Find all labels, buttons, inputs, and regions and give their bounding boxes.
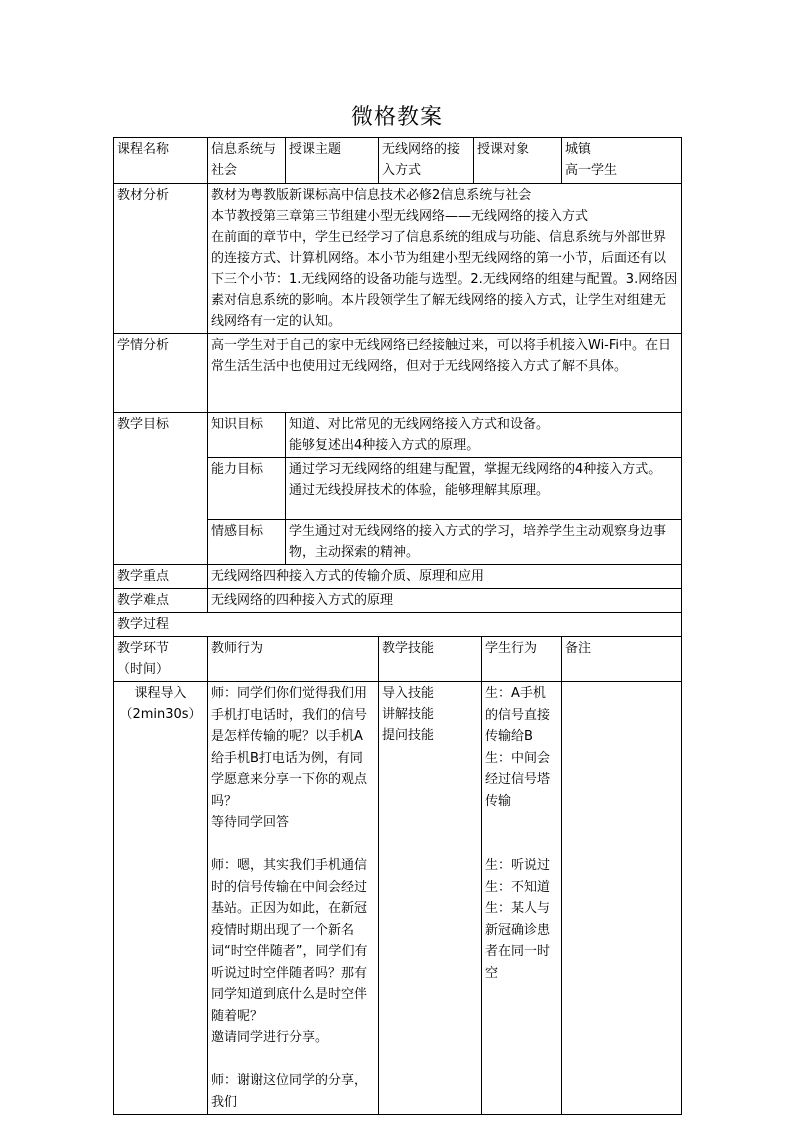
- student-cell: 生：A手机的信号直接传输给B 生：中间会经过信号塔传输 生：听说过 生：不知道 生：某人与新冠确诊患者在同一时空: [482, 682, 562, 1115]
- audience-grade: 高一学生: [565, 163, 618, 178]
- notes-cell: [562, 682, 682, 1115]
- material-row: [114, 184, 682, 334]
- process-title-row: [114, 613, 682, 637]
- material-label: 教材分析: [114, 184, 208, 334]
- goals-label: 教学目标: [114, 413, 208, 565]
- course-label: 课程名称: [114, 138, 208, 184]
- audience-label: 授课对象: [474, 138, 562, 184]
- header-notes: 备注: [562, 637, 682, 682]
- topic-label: 授课主题: [286, 138, 379, 184]
- key-points-label: 教学重点: [114, 565, 208, 589]
- topic-value: 无线网络的接入方式: [379, 138, 474, 184]
- audience-value: [562, 138, 682, 184]
- process-label: 教学过程: [114, 613, 682, 637]
- key-points-text: 无线网络四种接入方式的传输介质、原理和应用: [208, 565, 682, 589]
- ability-label: 能力目标: [208, 458, 286, 520]
- page-title: 微格教案: [350, 105, 443, 130]
- process-row: [114, 682, 682, 1115]
- learners-row: [114, 334, 682, 413]
- learners-label: 学情分析: [114, 334, 208, 413]
- ability-text: 通过学习无线网络的组建与配置，掌握无线网络的4种接入方式。 通过无线投屏技术的体验，能够理解其原理。: [286, 458, 682, 520]
- teacher-cell: 师：同学们你们觉得我们用手机打电话时，我们的信号是怎样传输的呢？以手机A给手机B打电话为例，有同学愿意来分享一下你的观点吗？ 等待同学回答 师：嗯，其实我们手机通信时的信号传输在中间会经过基站。正因为如此，在新冠疫情时期出现了一个新名词“时空伴随者”，同学们有听说过时空伴随者吗？那有同学知道到底什么是时空伴随着呢？ 邀请同学进行分享。 师：谢谢这位同学的分享，我们: [208, 682, 379, 1115]
- audience-place: 城镇: [565, 142, 592, 157]
- difficulties-label: 教学难点: [114, 589, 208, 613]
- difficulties-row: [114, 589, 682, 613]
- key-points-row: [114, 565, 682, 589]
- header-student: 学生行为: [482, 637, 562, 682]
- header-skills: 教学技能: [379, 637, 482, 682]
- emotion-label: 情感目标: [208, 520, 286, 565]
- skills-cell: 导入技能 讲解技能 提问技能: [379, 682, 482, 1115]
- emotion-text: 学生通过对无线网络的接入方式的学习，培养学生主动观察身边事物，主动探索的精神。: [286, 520, 682, 565]
- knowledge-label: 知识目标: [208, 413, 286, 458]
- goal-knowledge-row: [114, 413, 682, 458]
- difficulties-text: 无线网络的四种接入方式的原理: [208, 589, 682, 613]
- header-stage: 教学环节 （时间）: [114, 637, 208, 682]
- knowledge-text: 知道、对比常见的无线网络接入方式和设备。 能够复述出4种接入方式的原理。: [286, 413, 682, 458]
- stage-cell: 课程导入 （2min30s）: [114, 682, 208, 1115]
- process-header-row: [114, 637, 682, 682]
- course-value: 信息系统与社会: [208, 138, 286, 184]
- material-text: 教材为粤教版新课标高中信息技术必修2信息系统与社会 本节教授第三章第三节组建小型无线网络——无线网络的接入方式 在前面的章节中，学生已经学习了信息系统的组成与功能、信息系统与外部世界的连接方式、计算机网络。本小节为组建小型无线网络的第一小节，后面还有以下三个小节：1.无线网络的设备功能与选型。2.无线网络的组建与配置。3.网络因素对信息系统的影响。本片段领学生了解无线网络的接入方式，让学生对组建无线网络有一定的认知。: [208, 184, 682, 334]
- learners-text: 高一学生对于自己的家中无线网络已经接触过来，可以将手机接入Wi-Fi中。在日常生活生活中也使用过无线网络，但对于无线网络接入方式了解不具体。: [208, 334, 682, 413]
- info-row: [114, 138, 682, 184]
- header-teacher: 教师行为: [208, 637, 379, 682]
- lesson-plan-table: [113, 137, 682, 1115]
